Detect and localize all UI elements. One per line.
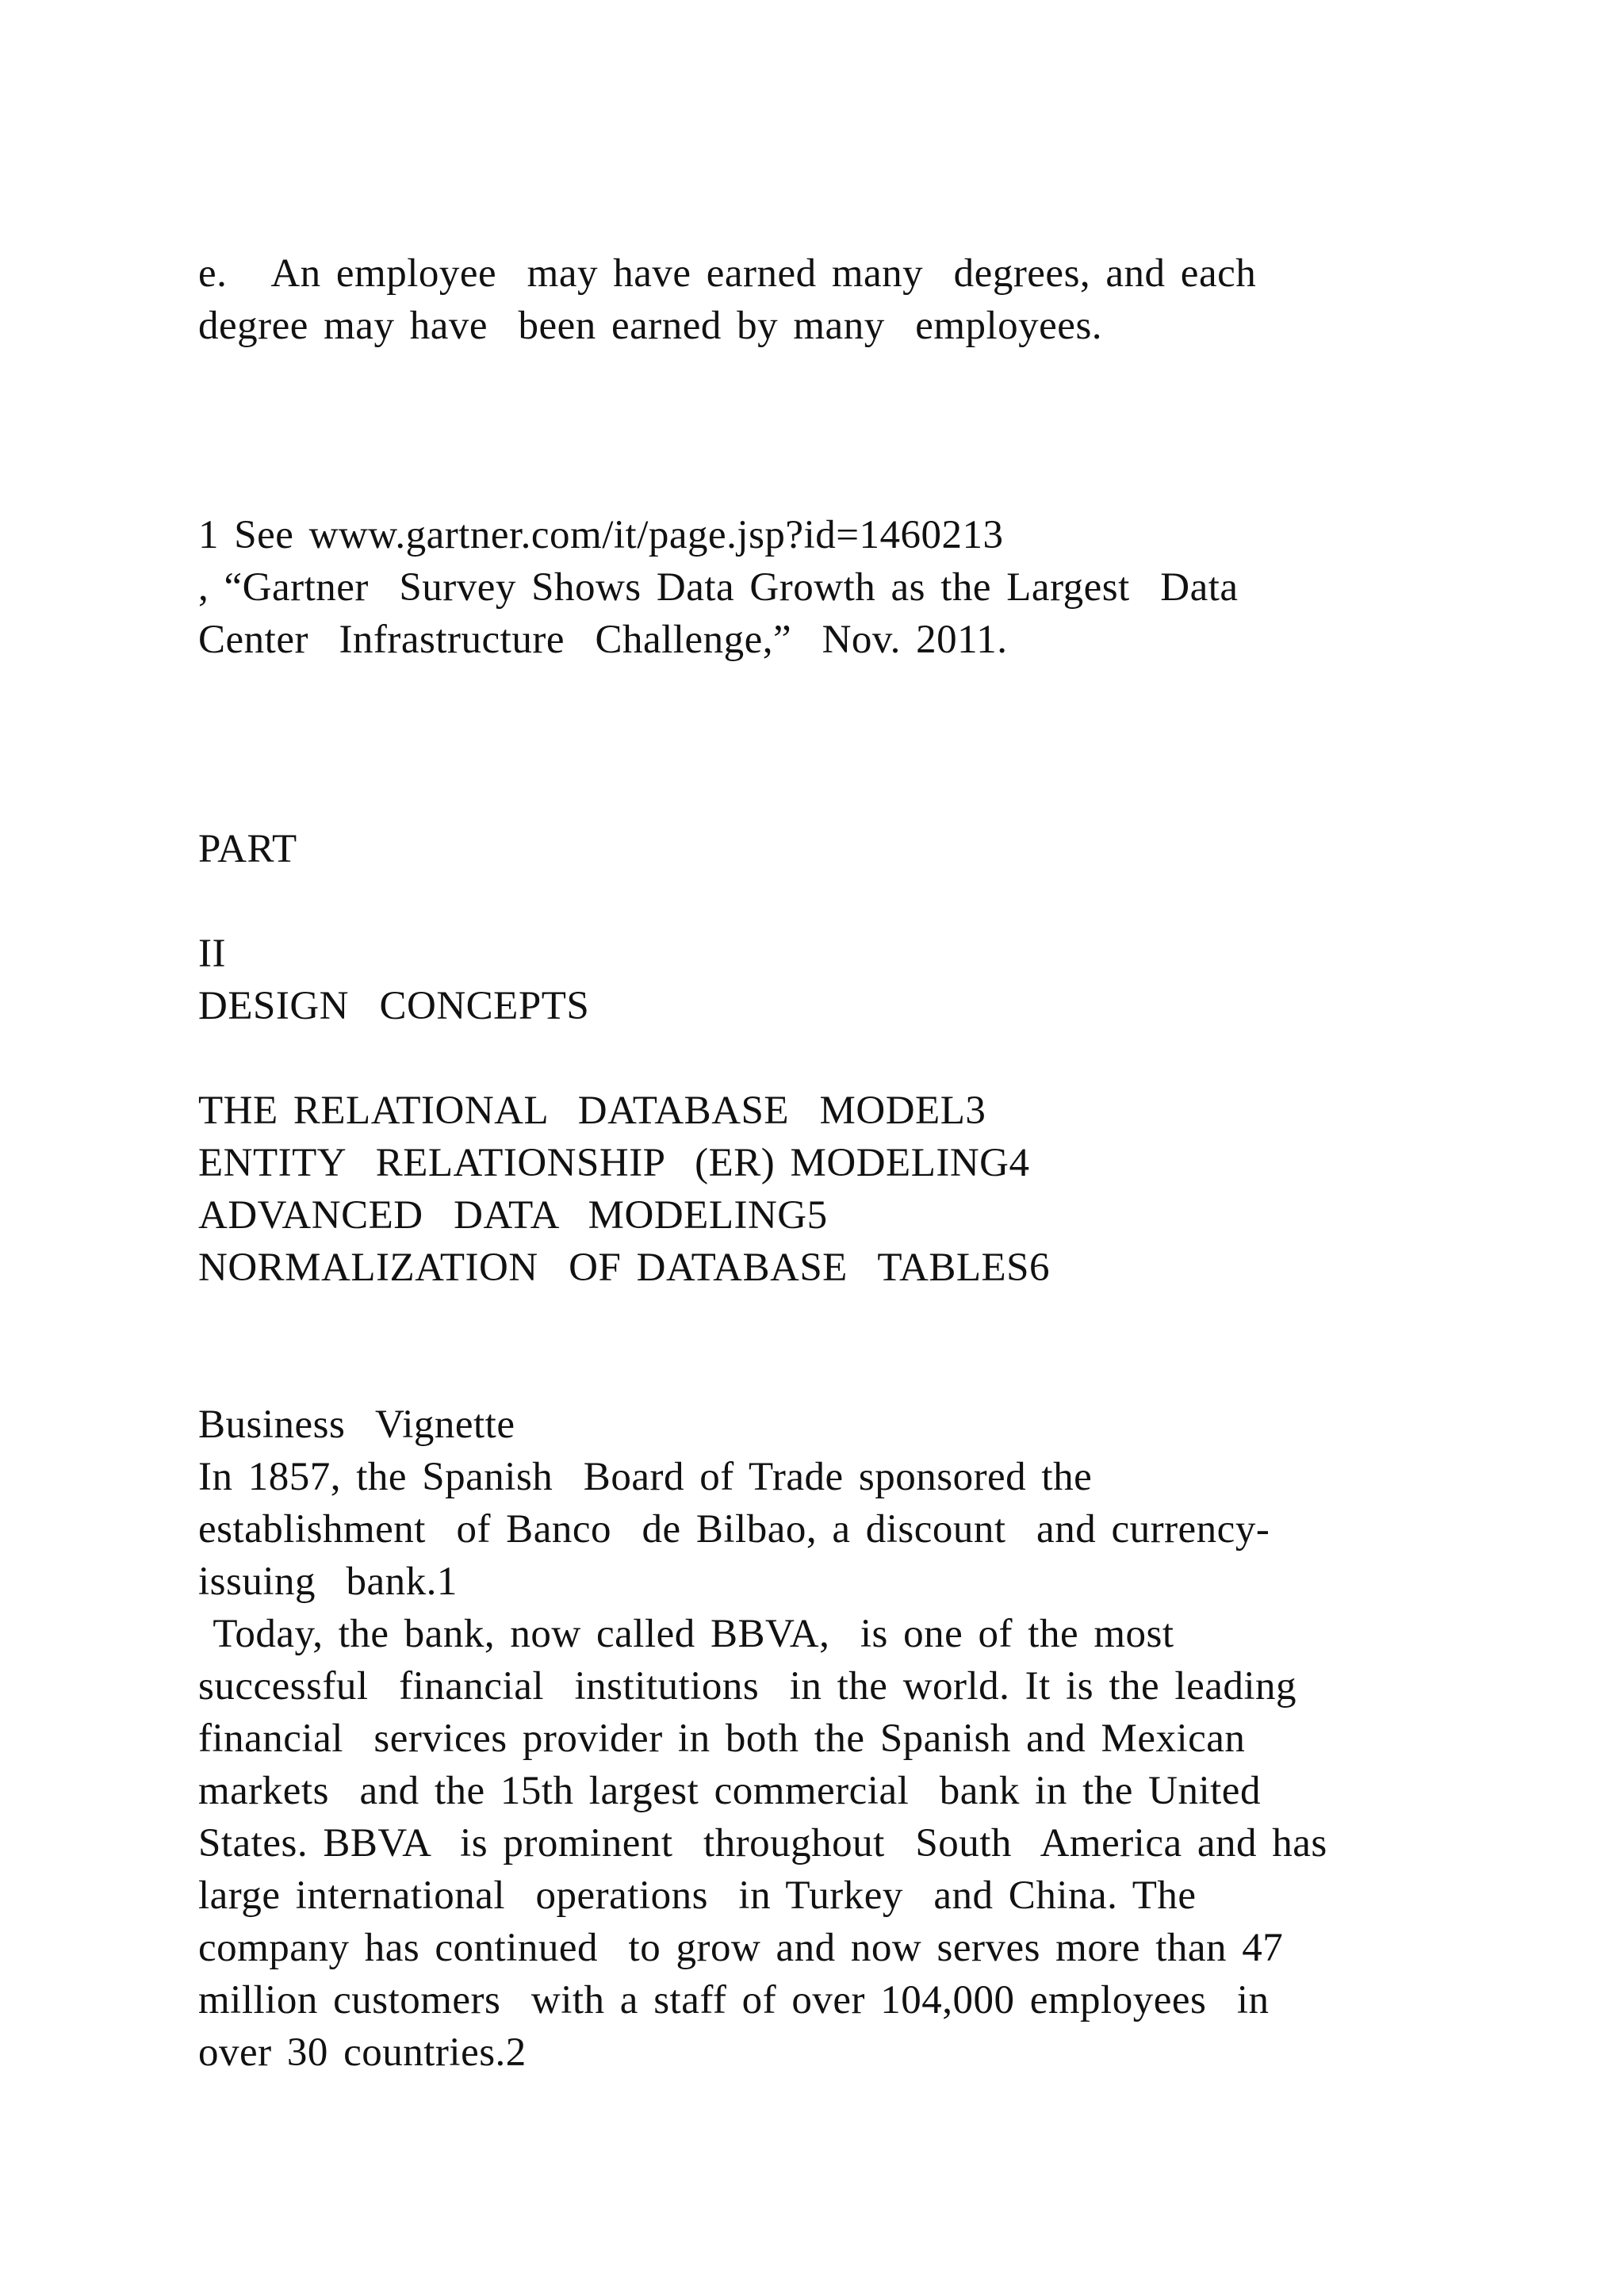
part-title: DESIGN CONCEPTS [198,984,590,1028]
vignette-line: financial services provider in both the Spanish and Mexican [198,1716,1246,1761]
vignette-line: successful financial institutions in the world. It is the leading [198,1664,1297,1709]
footnote-line-1: 1 See www.gartner.com/it/page.jsp?id=1460213 [198,513,1004,557]
vignette-line: million customers with a staff of over 104,000 employees in [198,1978,1270,2022]
item-e-line-2: degree may have been earned by many employees. [198,304,1103,348]
vignette-line: Today, the bank, now called BBVA, is one of the most [198,1612,1174,1656]
vignette-line: company has continued to grow and now serves more than 47 [198,1926,1284,1970]
chapter-item: ADVANCED DATA MODELING5 [198,1193,828,1238]
footnote-line-2: , “Gartner Survey Shows Data Growth as the Largest Data [198,565,1239,610]
vignette-line: issuing bank.1 [198,1559,458,1604]
chapter-item: THE RELATIONAL DATABASE MODEL3 [198,1089,986,1133]
vignette-line: establishment of Banco de Bilbao, a discount and currency- [198,1507,1270,1552]
vignette-line: over 30 countries.2 [198,2030,527,2075]
vignette-heading: Business Vignette [198,1402,515,1447]
vignette-line: In 1857, the Spanish Board of Trade sponsored the [198,1455,1093,1499]
part-number: II [198,932,226,976]
footnote-line-3: Center Infrastructure Challenge,” Nov. 2011. [198,618,1008,662]
chapter-item: NORMALIZATION OF DATABASE TABLES6 [198,1246,1050,1290]
vignette-line: large international operations in Turkey and China. The [198,1873,1197,1918]
vignette-line: States. BBVA is prominent throughout South America and has [198,1821,1327,1866]
chapter-item: ENTITY RELATIONSHIP (ER) MODELING4 [198,1141,1030,1185]
vignette-line: markets and the 15th largest commercial bank in the United [198,1769,1261,1813]
part-label: PART [198,827,297,871]
item-e-line-1: e. An employee may have earned many degrees, and each [198,251,1257,296]
